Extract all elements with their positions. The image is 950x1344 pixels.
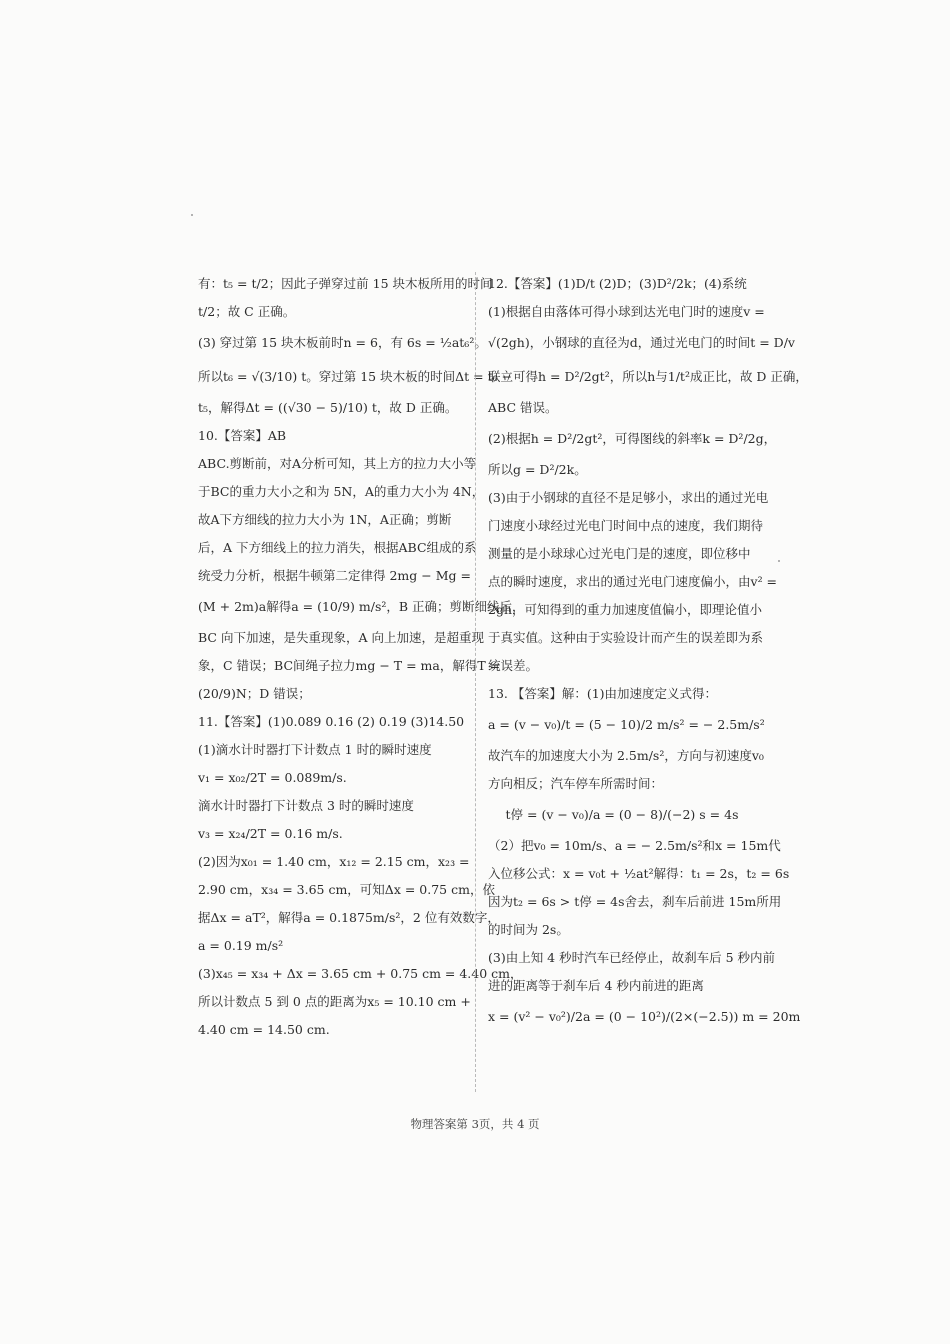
question-11-answer: 11.【答案】(1)0.089 0.16 (2) 0.19 (3)14.50	[198, 714, 465, 729]
text-line: 点的瞬时速度，求出的通过光电门速度偏小，由v² =	[488, 574, 778, 589]
text-line: (3)由上知 4 秒时汽车已经停止，故刹车后 5 秒内前	[488, 950, 776, 965]
text-line: 统受力分析，根据牛顿第二定律得 2mg − Mg =	[198, 568, 471, 583]
question-12-answer: 12.【答案】(1)D/t (2)D；(3)D²/2k；(4)系统	[488, 276, 747, 291]
text-line: 所以t₆ = √(3/10) t。穿过第 15 块木板的时间Δt = t₆ −	[198, 369, 513, 384]
text-line: 联立可得h = D²/2gt²，所以h与1/t²成正比，故 D 正确，	[488, 369, 808, 384]
text-line: 方向相反；汽车停车所需时间：	[488, 776, 664, 791]
text-line: 有：t₅ = t/2；因此子弹穿过前 15 块木板所用的时间	[198, 276, 493, 291]
question-13-answer: 13. 【答案】解：(1)由加速度定义式得：	[488, 686, 718, 701]
text-line: 测量的是小球球心过光电门是的速度，即位移中	[488, 546, 751, 561]
text-line: v₁ = x₀₂/2T = 0.089m/s.	[198, 770, 347, 785]
text-line: (1)根据自由落体可得小球到达光电门时的速度v =	[488, 304, 765, 319]
page-footer: 物理答案第 3页，共 4 页	[410, 1117, 540, 1131]
scan-speck	[191, 214, 193, 216]
text-line: (M + 2m)a解得a = (10/9) m/s²，B 正确；剪断细线后，	[198, 599, 525, 614]
text-line: 4.40 cm = 14.50 cm.	[198, 1022, 330, 1037]
text-line: 所以g = D²/2k。	[488, 462, 587, 477]
text-line: 门速度小球经过光电门时间中点的速度，我们期待	[488, 518, 764, 533]
text-line: 2.90 cm，x₃₄ = 3.65 cm，可知Δx = 0.75 cm，依	[198, 882, 495, 897]
formula-line: t停 = (v − v₀)/a = (0 − 8)/(−2) s = 4s	[505, 807, 739, 822]
text-line: 于真实值。这种由于实验设计而产生的误差即为系	[488, 630, 764, 645]
text-line: (2)根据h = D²/2gt²，可得图线的斜率k = D²/2g，	[488, 431, 777, 446]
text-line: 故A下方细线的拉力大小为 1N，A正确；剪断	[198, 512, 452, 527]
text-line: ABC 错误。	[488, 400, 558, 415]
right-column	[488, 270, 808, 1034]
formula-line: a = (v − v₀)/t = (5 − 10)/2 m/s² = − 2.5m/s²	[488, 717, 765, 732]
text-line: 所以计数点 5 到 0 点的距离为x₅ = 10.10 cm +	[198, 994, 471, 1009]
scan-speck	[778, 560, 780, 562]
text-line: 于BC的重力大小之和为 5N，A的重力大小为 4N，	[198, 484, 485, 499]
text-line: 的时间为 2s。	[488, 922, 569, 937]
text-line: 滴水计时器打下计数点 3 时的瞬时速度	[198, 798, 414, 813]
text-line: 因为t₂ = 6s > t停 = 4s舍去，刹车后前进 15m所用	[488, 894, 782, 909]
text-line: √(2gh)，小钢球的直径为d，通过光电门的时间t = D/v	[488, 335, 795, 350]
text-line: (3)x₄₅ = x₃₄ + Δx = 3.65 cm + 0.75 cm = 4.40 cm，	[198, 966, 523, 981]
text-line: 据Δx = aT²，解得a = 0.1875m/s²，2 位有效数字，	[198, 910, 500, 925]
text-line: 故汽车的加速度大小为 2.5m/s²，方向与初速度v₀	[488, 748, 764, 763]
text-line: 2gh，可知得到的重力加速度值偏小，即理论值小	[488, 602, 763, 617]
text-line: a = 0.19 m/s²	[198, 938, 284, 953]
formula-line: x = (v² − v₀²)/2a = (0 − 10²)/(2×(−2.5)) m = 20m	[488, 1009, 801, 1024]
text-line: 统误差。	[488, 658, 539, 673]
text-line: 入位移公式：x = v₀t + ½at²解得：t₁ = 2s，t₂ = 6s	[488, 866, 790, 881]
text-line: v₃ = x₂₄/2T = 0.16 m/s.	[198, 826, 343, 841]
text-line: 进的距离等于刹车后 4 秒内前进的距离	[488, 978, 704, 993]
text-line: 后，A 下方细线上的拉力消失，根据ABC组成的系	[198, 540, 477, 555]
text-line: t₅，解得Δt = ((√30 − 5)/10) t，故 D 正确。	[198, 400, 458, 415]
text-line: (2)因为x₀₁ = 1.40 cm，x₁₂ = 2.15 cm，x₂₃ =	[198, 854, 470, 869]
text-line: (1)滴水计时器打下计数点 1 时的瞬时速度	[198, 742, 432, 757]
column-divider	[475, 272, 476, 1092]
text-line: 象，C 错误；BC间绳子拉力mg − T = ma，解得T =	[198, 658, 501, 673]
text-line: t/2；故 C 正确。	[198, 304, 296, 319]
text-line: (20/9)N；D 错误；	[198, 686, 311, 701]
text-line: ABC.剪断前，对A分析可知，其上方的拉力大小等	[198, 456, 477, 471]
text-line: (3)由于小钢球的直径不是足够小，求出的通过光电	[488, 490, 769, 505]
text-line: BC 向下加速，是失重现象，A 向上加速，是超重现	[198, 630, 484, 645]
text-line: （2）把v₀ = 10m/s、a = − 2.5m/s²和x = 15m代	[488, 838, 781, 853]
question-10-answer: 10.【答案】AB	[198, 428, 287, 443]
text-line: (3) 穿过第 15 块木板前时n = 6，有 6s = ½at₆²。	[198, 335, 487, 350]
